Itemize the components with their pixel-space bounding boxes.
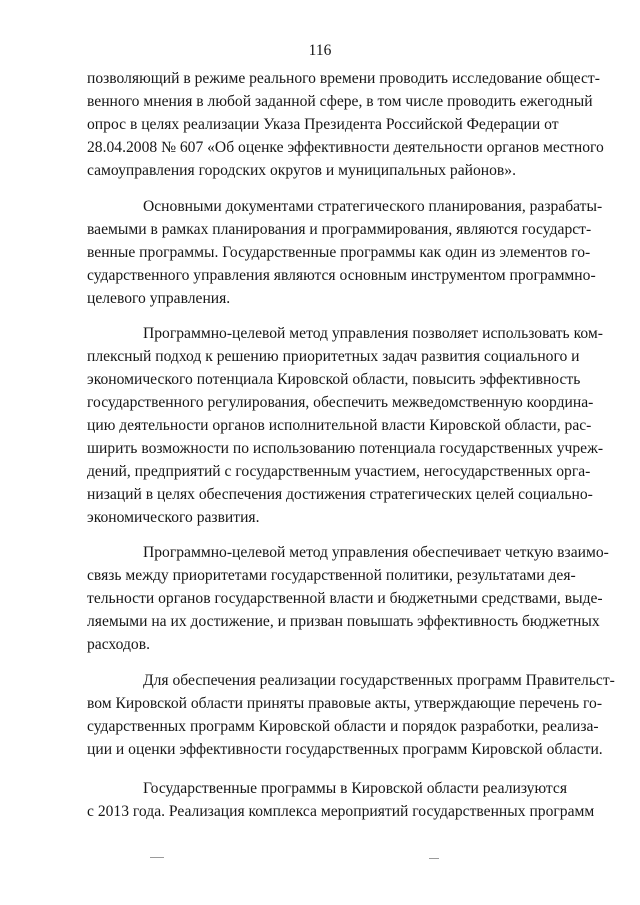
paragraph-1-line-2: венного мнения в любой заданной сфере, в том числе проводить ежегодный bbox=[87, 93, 593, 110]
paragraph-6-line-2: с 2013 года. Реализация комплекса мероприятий государственных программ bbox=[87, 803, 595, 820]
paragraph-4-line-3: тельности органов государственной власти и бюджетными средствами, выде- bbox=[87, 590, 603, 607]
paragraph-3-line-9: экономического развития. bbox=[87, 509, 260, 526]
paragraph-2-line-1: Основными документами стратегического планирования, разрабаты- bbox=[143, 198, 603, 215]
paragraph-5-line-2: вом Кировской области приняты правовые акты, утверждающие перечень го- bbox=[87, 695, 603, 712]
paragraph-4-line-4: ляемыми на их достижение, и призван повышать эффективность бюджетных bbox=[87, 613, 600, 630]
paragraph-3-line-4: государственного регулирования, обеспечить межведомственную координа- bbox=[87, 394, 594, 411]
paragraph-5-line-4: ции и оценки эффективности государственных программ Кировской области. bbox=[87, 741, 603, 758]
paragraph-3-line-8: низаций в целях обеспечения достижения стратегических целей социально- bbox=[87, 486, 593, 503]
paragraph-3-line-2: плексный подход к решению приоритетных задач развития социального и bbox=[87, 348, 580, 365]
scan-artifact-left bbox=[150, 857, 164, 858]
paragraph-4-line-5: расходов. bbox=[87, 636, 150, 653]
paragraph-2-line-4: сударственного управления являются основным инструментом программно- bbox=[87, 267, 596, 284]
paragraph-1-line-1: позволяющий в режиме реального времени проводить исследование общест- bbox=[87, 70, 600, 87]
scan-artifact-right bbox=[429, 858, 439, 859]
paragraph-3-line-6: ширить возможности по использованию потенциала государственных учреж- bbox=[87, 440, 604, 457]
paragraph-3-line-7: дений, предприятий с государственным участием, негосударственных орга- bbox=[87, 463, 591, 480]
paragraph-5-line-3: сударственных программ Кировской области и порядок разработки, реализа- bbox=[87, 718, 599, 735]
paragraph-3-line-3: экономического потенциала Кировской области, повысить эффективность bbox=[87, 371, 581, 388]
paragraph-5-line-1: Для обеспечения реализации государственных программ Правительст- bbox=[143, 672, 615, 689]
paragraph-1-line-5: самоуправления городских округов и муниципальных районов». bbox=[87, 162, 516, 179]
paragraph-4-line-1: Программно-целевой метод управления обеспечивает четкую взаимо- bbox=[143, 544, 609, 561]
paragraph-3-line-5: цию деятельности органов исполнительной власти Кировской области, рас- bbox=[87, 417, 592, 434]
paragraph-2-line-2: ваемыми в рамках планирования и программирования, являются государст- bbox=[87, 221, 592, 238]
paragraph-4-line-2: связь между приоритетами государственной политики, результатами дея- bbox=[87, 567, 576, 584]
page-number: 116 bbox=[308, 42, 332, 59]
paragraph-2-line-3: венные программы. Государственные программы как один из элементов го- bbox=[87, 244, 591, 261]
paragraph-1-line-3: опрос в целях реализации Указа Президента Российской Федерации от bbox=[87, 116, 559, 133]
paragraph-3-line-1: Программно-целевой метод управления позволяет использовать ком- bbox=[143, 325, 603, 342]
paragraph-1-line-4: 28.04.2008 № 607 «Об оценке эффективности деятельности органов местного bbox=[87, 139, 604, 156]
paragraph-2-line-5: целевого управления. bbox=[87, 290, 231, 307]
paragraph-6-line-1: Государственные программы в Кировской области реализуются bbox=[143, 780, 567, 797]
